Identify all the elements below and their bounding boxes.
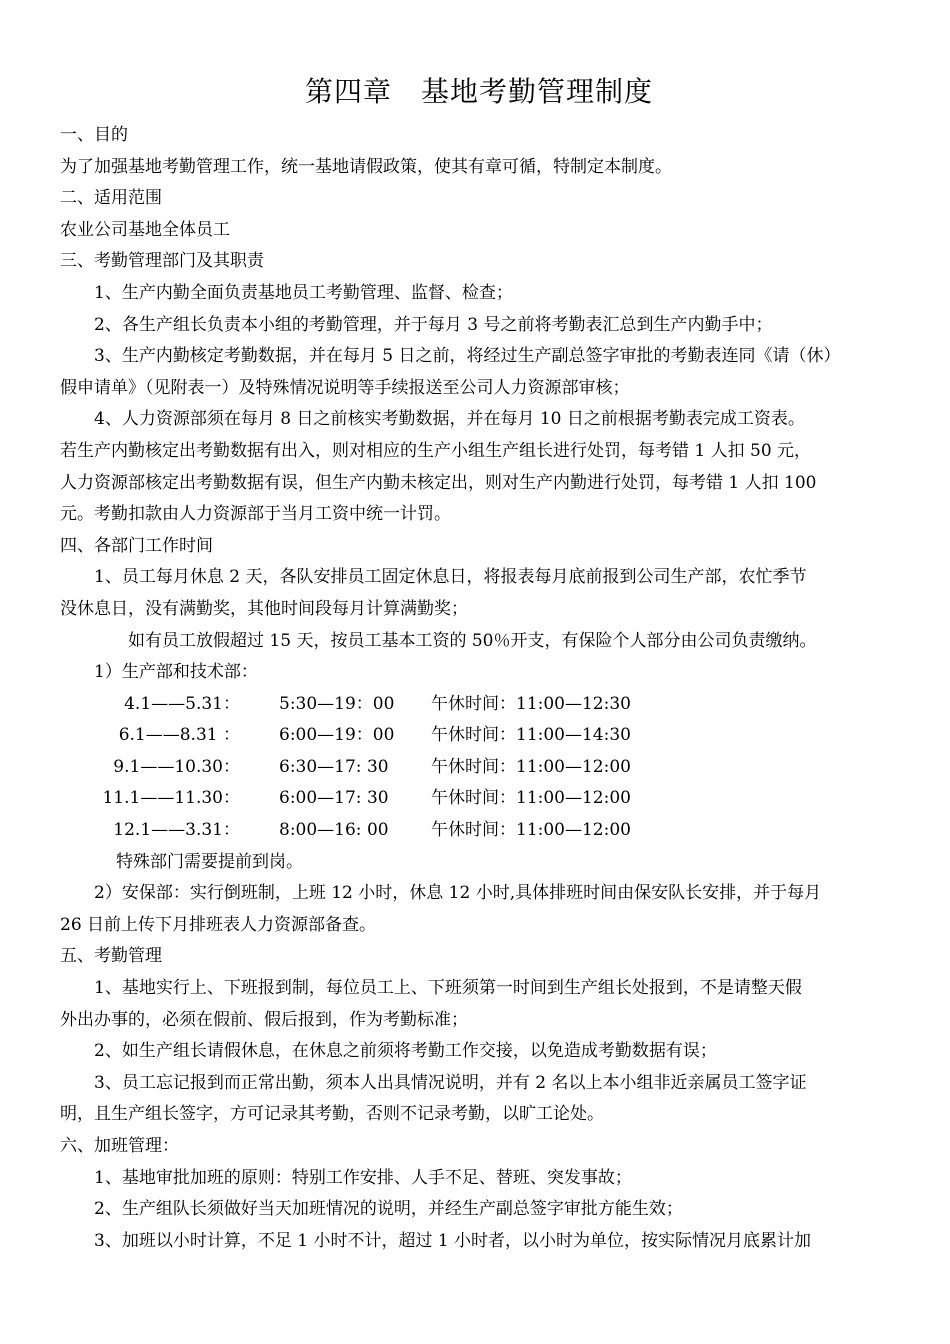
schedule-work-time: 8:00—16: 00 (279, 820, 389, 841)
text-line: 为了加强基地考勤管理工作，统一基地请假政策，使其有章可循，特制定本制度。 (60, 156, 672, 177)
schedule-break-time: 午休时间：11:00—12:00 (431, 820, 631, 841)
text-line: 1）生产部和技术部： (94, 662, 258, 683)
schedule-break-time: 午休时间：11:00—12:30 (431, 693, 631, 714)
text-line: 4、人力资源部须在每月 8 日之前核实考勤数据，并在每月 10 日之前根据考勤表完成工资表。 (94, 409, 805, 430)
schedule-date-range: 6.1——8.31 ： (118, 725, 240, 746)
text-line: 1、基地审批加班的原则：特别工作安排、人手不足、替班、突发事故； (94, 1167, 632, 1188)
schedule-row (60, 783, 898, 815)
text-line: 2）安保部：实行倒班制，上班 12 小时，休息 12 小时,具体排班时间由保安队长安排，并于每月 (94, 883, 822, 904)
text-line: 3、员工忘记报到而正常出勤，须本人出具情况说明，并有 2 名以上本小组非近亲属员工签字证 (94, 1072, 807, 1093)
text-line: 假申请单》（见附表一）及特殊情况说明等手续报送至公司人力资源部审核； (60, 377, 630, 398)
text-line: 1、员工每月休息 2 天，各队安排员工固定休息日，将报表每月底前报到公司生产部，农忙季节 (94, 567, 807, 588)
text-line: 如有员工放假超过 15 天，按员工基本工资的 50％开支，有保险个人部分由公司负责缴纳。 (128, 630, 817, 651)
schedule-work-time: 5:30—19：00 (279, 693, 395, 714)
text-line: 1、基地实行上、下班报到制，每位员工上、下班须第一时间到生产组长处报到，不是请整天假 (94, 978, 802, 999)
schedule-row (60, 752, 898, 784)
schedule-date-range: 9.1——10.30： (113, 756, 240, 777)
text-line: 元。考勤扣款由人力资源部于当月工资中统一计罚。 (60, 504, 451, 525)
text-line: 2、如生产组长请假休息，在休息之前须将考勤工作交接，以免造成考勤数据有误； (94, 1041, 717, 1062)
text-line: 三、考勤管理部门及其职责 (60, 251, 264, 272)
text-line: 3、生产内勤核定考勤数据，并在每月 5 日之前，将经过生产副总签字审批的考勤表连同《请（休） (94, 346, 841, 367)
document-page (60, 70, 898, 1257)
text-line: 3、加班以小时计算，不足 1 小时不计，超过 1 小时者，以小时为单位，按实际情况月底累计加 (94, 1230, 812, 1251)
body-text-bottom (60, 847, 898, 1258)
schedule-table (60, 689, 898, 847)
text-line: 2、各生产组长负责本小组的考勤管理，并于每月 3 号之前将考勤表汇总到生产内勤手中； (94, 314, 773, 335)
text-line: 四、各部门工作时间 (60, 535, 213, 556)
text-line: 明，且生产组长签字，方可记录其考勤，否则不记录考勤，以旷工论处。 (60, 1104, 604, 1125)
text-line: 1、生产内勤全面负责基地员工考勤管理、监督、检查； (94, 282, 513, 303)
schedule-date-range: 11.1——11.30： (102, 788, 240, 809)
document-title: 第四章 基地考勤管理制度 (304, 75, 653, 108)
text-line: 五、考勤管理 (60, 946, 162, 967)
text-line: 六、加班管理： (60, 1136, 179, 1156)
text-line: 农业公司基地全体员工 (60, 219, 230, 240)
schedule-date-range: 12.1——3.31： (113, 820, 240, 841)
schedule-row (60, 689, 898, 721)
text-line: 26 日前上传下月排班表人力资源部备查。 (60, 914, 377, 935)
text-line: 特殊部门需要提前到岗。 (116, 851, 303, 872)
body-text-top (60, 120, 898, 689)
schedule-date-range: 4.1——5.31： (124, 693, 240, 714)
schedule-work-time: 6:30—17: 30 (279, 756, 389, 777)
schedule-row (60, 720, 898, 752)
text-line: 外出办事的，必须在假前、假后报到，作为考勤标准； (60, 1009, 468, 1030)
schedule-break-time: 午休时间：11:00—14:30 (431, 725, 631, 746)
text-line: 一、目的 (60, 125, 128, 145)
text-line: 人力资源部核定出考勤数据有误，但生产内勤未核定出，则对生产内勤进行处罚，每考错 1 人扣 100 (60, 472, 817, 493)
text-line: 二、适用范围 (60, 188, 162, 209)
text-line: 没休息日，没有满勤奖，其他时间段每月计算满勤奖； (60, 598, 468, 619)
schedule-work-time: 6:00—19：00 (279, 725, 395, 746)
schedule-row (60, 815, 898, 847)
schedule-work-time: 6:00—17: 30 (279, 788, 389, 809)
text-line: 若生产内勤核定出考勤数据有出入，则对相应的生产小组生产组长进行处罚，每考错 1 人扣 50 元， (60, 440, 812, 461)
schedule-break-time: 午休时间：11:00—12:00 (431, 756, 631, 777)
text-line: 2、生产组队长须做好当天加班情况的说明，并经生产副总签字审批方能生效； (94, 1199, 683, 1220)
schedule-break-time: 午休时间：11:00—12:00 (431, 788, 631, 809)
